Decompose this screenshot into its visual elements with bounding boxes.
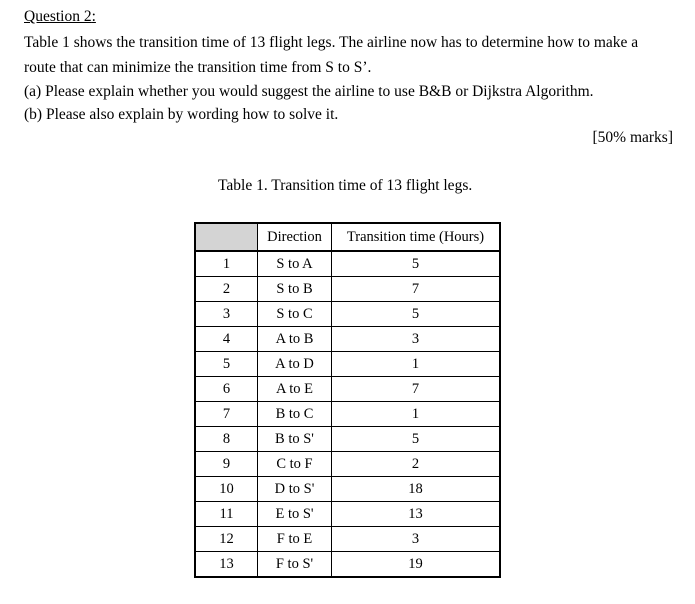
row-direction: B to S' xyxy=(258,427,332,452)
question-text-line-1: Table 1 shows the transition time of 13 flight legs. The airline now has to determine how to make a xyxy=(24,34,639,51)
table-row xyxy=(195,477,500,502)
row-direction: S to C xyxy=(258,302,332,327)
row-time: 18 xyxy=(332,477,501,502)
table-row xyxy=(195,352,500,377)
row-time: 1 xyxy=(332,352,501,377)
question-title xyxy=(24,7,96,27)
table-row xyxy=(195,327,500,352)
table-row xyxy=(195,251,500,277)
header-transition-time: Transition time (Hours) xyxy=(332,223,501,251)
row-number: 9 xyxy=(195,452,258,477)
row-time: 5 xyxy=(332,251,501,277)
question-marks: [50% marks] xyxy=(592,129,673,146)
table-header-row xyxy=(195,223,500,251)
table-row xyxy=(195,377,500,402)
table-row xyxy=(195,427,500,452)
table-caption: Table 1. Transition time of 13 flight legs. xyxy=(218,177,473,194)
row-direction: C to F xyxy=(258,452,332,477)
row-number: 3 xyxy=(195,302,258,327)
row-time: 7 xyxy=(332,377,501,402)
row-time: 3 xyxy=(332,327,501,352)
row-direction: A to E xyxy=(258,377,332,402)
table-row xyxy=(195,277,500,302)
row-number: 5 xyxy=(195,352,258,377)
row-number: 13 xyxy=(195,552,258,578)
table-row xyxy=(195,552,500,578)
row-time: 1 xyxy=(332,402,501,427)
row-direction: F to E xyxy=(258,527,332,552)
flight-legs-table xyxy=(194,222,501,578)
question-title-colon: : xyxy=(91,8,96,25)
row-number: 8 xyxy=(195,427,258,452)
row-direction: F to S' xyxy=(258,552,332,578)
row-direction: E to S' xyxy=(258,502,332,527)
row-number: 7 xyxy=(195,402,258,427)
question-text-line-2: route that can minimize the transition time from S to S’. xyxy=(24,59,372,76)
row-time: 5 xyxy=(332,302,501,327)
question-title-text: Question 2 xyxy=(24,8,92,25)
row-number: 10 xyxy=(195,477,258,502)
row-time: 13 xyxy=(332,502,501,527)
row-time: 19 xyxy=(332,552,501,578)
row-number: 6 xyxy=(195,377,258,402)
table-row xyxy=(195,302,500,327)
table-row xyxy=(195,502,500,527)
table-row xyxy=(195,452,500,477)
row-time: 2 xyxy=(332,452,501,477)
row-number: 12 xyxy=(195,527,258,552)
row-direction: S to B xyxy=(258,277,332,302)
table-row xyxy=(195,527,500,552)
row-time: 3 xyxy=(332,527,501,552)
row-number: 1 xyxy=(195,251,258,277)
row-number: 2 xyxy=(195,277,258,302)
row-direction: B to C xyxy=(258,402,332,427)
row-direction: D to S' xyxy=(258,477,332,502)
question-part-b: (b) Please also explain by wording how to solve it. xyxy=(24,106,339,123)
row-number: 11 xyxy=(195,502,258,527)
table-row xyxy=(195,402,500,427)
row-direction: A to B xyxy=(258,327,332,352)
question-part-a: (a) Please explain whether you would suggest the airline to use B&B or Dijkstra Algorithm. xyxy=(24,83,594,100)
row-time: 5 xyxy=(332,427,501,452)
header-row-number xyxy=(195,223,258,251)
header-direction: Direction xyxy=(258,223,332,251)
row-number: 4 xyxy=(195,327,258,352)
row-time: 7 xyxy=(332,277,501,302)
row-direction: S to A xyxy=(258,251,332,277)
row-direction: A to D xyxy=(258,352,332,377)
